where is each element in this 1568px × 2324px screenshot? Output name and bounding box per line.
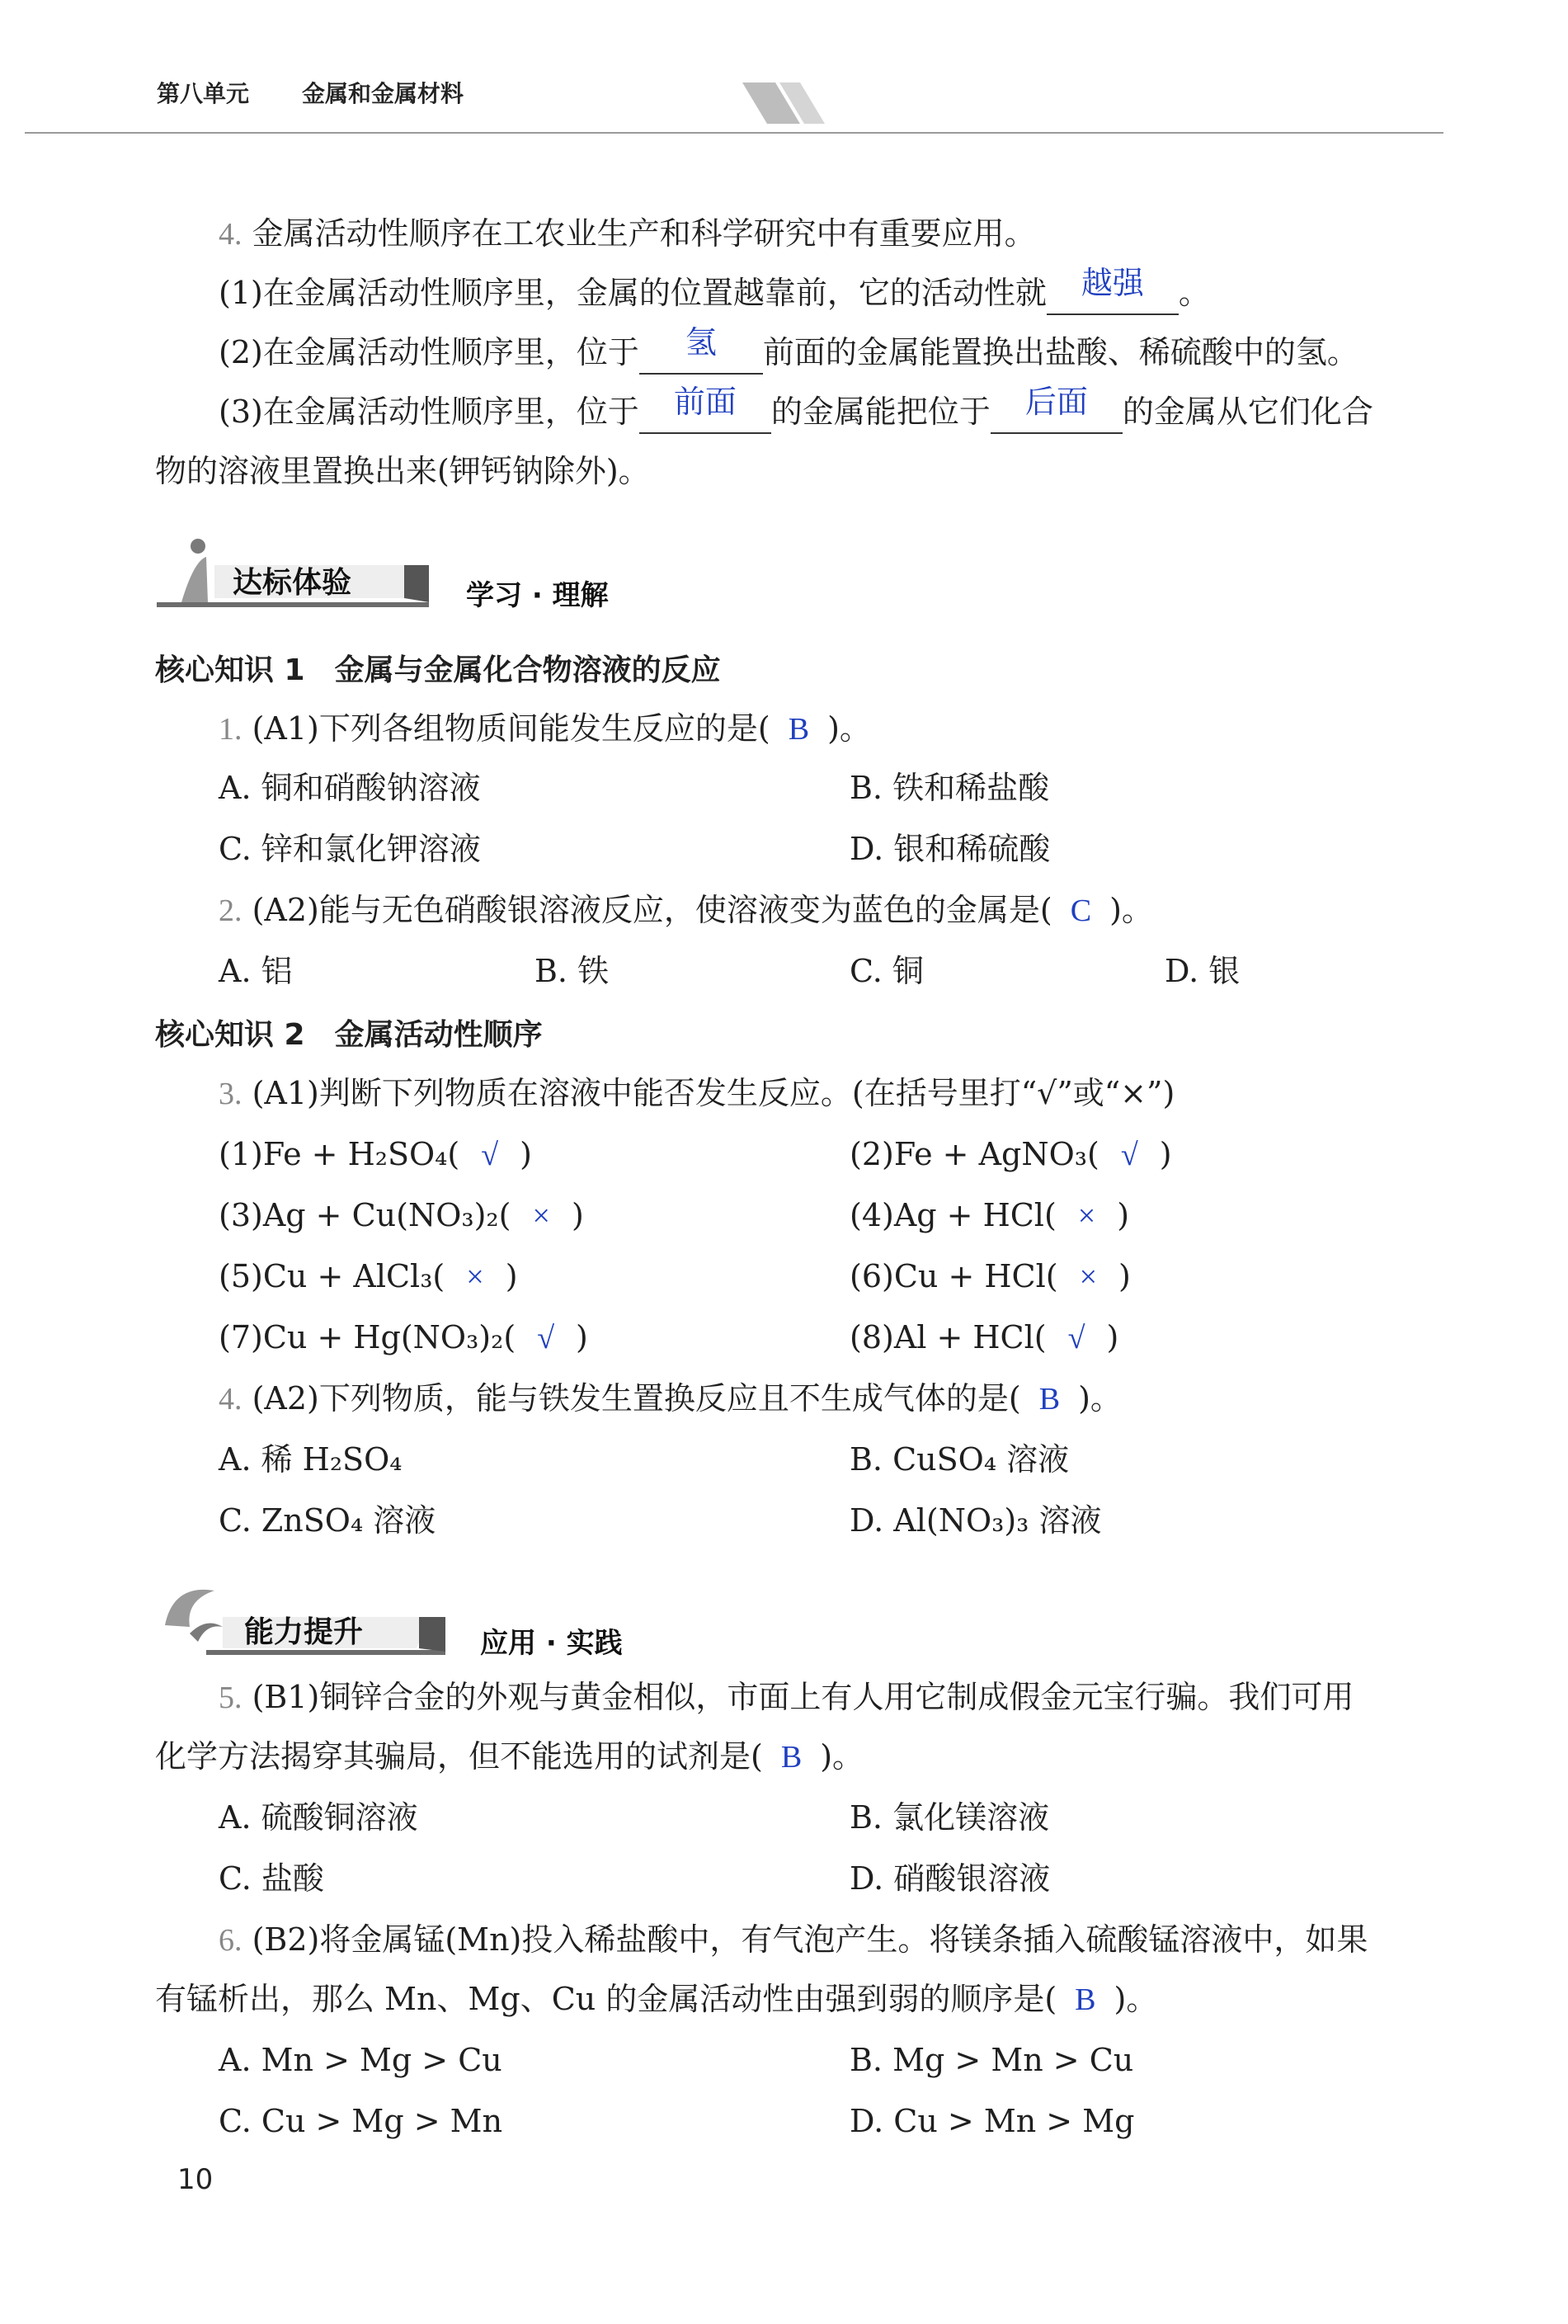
question-3-item-end: ) [505,1258,518,1294]
intro-part-3-answer-1: 前面 [673,384,737,420]
question-5-option-d: D. 硝酸银溶液 [850,1860,1051,1897]
header-title: 金属和金属材料 [302,80,464,107]
question-6-number: 6. [219,1923,242,1958]
core-knowledge-2-title: 核心知识 2 金属活动性顺序 [155,1018,543,1052]
question-3-number: 3. [219,1077,242,1111]
section-2-subtitle: 应用 · 实践 [480,1627,623,1660]
question-3-item-answer: × [1079,1260,1098,1294]
question-3-item-5 [219,1256,518,1298]
intro-part-3-answer-2: 后面 [1024,384,1088,420]
question-3-item-label: (4)Ag + HCl( [850,1197,1057,1233]
intro-part-2-blank [639,324,763,375]
question-1-stem: (A1)下列各组物质间能发生反应的是( [252,710,770,747]
question-1-option-c: C. 锌和氯化钾溶液 [219,831,481,867]
core-knowledge-1-title: 核心知识 1 金属与金属化合物溶液的反应 [155,653,721,687]
question-4-option-a: A. 稀 H₂SO₄ [219,1441,403,1478]
question-2-answer: C [1070,893,1092,928]
question-3-item-answer: × [1077,1199,1096,1233]
question-3-item-answer: √ [1067,1321,1085,1355]
question-3-item-end: ) [520,1136,532,1172]
intro-part-3-text: (3)在金属活动性顺序里，位于 [219,394,639,430]
intro-question-text: 金属活动性顺序在工农业生产和科学研究中有重要应用。 [252,215,1036,252]
section-2-title: 能力提升 [244,1615,364,1649]
question-3-item-2 [850,1134,1172,1176]
question-4-answer: B [1038,1382,1061,1417]
question-2-option-c: C. 铜 [850,953,924,989]
question-3-item-label: (5)Cu + AlCl₃( [219,1258,445,1294]
question-5 [219,1676,1354,1718]
question-5-option-a: A. 硫酸铜溶液 [219,1799,418,1836]
question-3-item-label: (1)Fe + H₂SO₄( [219,1136,460,1172]
question-2-option-b: B. 铁 [534,953,610,989]
question-6-continued [155,1978,1157,2020]
question-3-item-end: ) [1118,1258,1131,1294]
question-2-stem: (A2)能与无色硝酸银溶液反应，使溶液变为蓝色的金属是( [252,892,1052,928]
intro-part-3-blank-2 [991,384,1123,434]
question-6-option-d: D. Cu > Mn > Mg [850,2103,1135,2139]
question-4 [219,1378,1122,1420]
intro-part-1 [219,265,1210,315]
intro-part-3 [219,384,1373,434]
question-3-item-6 [850,1256,1131,1298]
question-1-option-d: D. 银和稀硫酸 [850,831,1051,867]
question-5-stem: (B1)铜锌合金的外观与黄金相似，市面上有人用它制成假金元宝行骗。我们可用 [252,1679,1354,1715]
question-4-option-c: C. ZnSO₄ 溶液 [219,1502,436,1539]
header-stripes-icon [742,82,833,124]
question-3 [219,1072,1175,1115]
question-3-item-label: (7)Cu + Hg(NO₃)₂( [219,1319,516,1355]
question-4-option-d: D. Al(NO₃)₃ 溶液 [850,1502,1102,1539]
question-4-stem: (A2)下列物质，能与铁发生置换反应且不生成气体的是( [252,1380,1021,1417]
question-6-stem: (B2)将金属锰(Mn)投入稀盐酸中，有气泡产生。将镁条插入硫酸锰溶液中，如果 [252,1921,1368,1958]
page-number: 10 [177,2163,214,2196]
question-6-option-b: B. Mg > Mn > Cu [850,2042,1134,2078]
question-3-item-answer: √ [1120,1138,1138,1172]
intro-part-2-text: (2)在金属活动性顺序里，位于 [219,334,639,370]
question-3-item-4 [850,1195,1129,1237]
question-1-option-b: B. 铁和稀盐酸 [850,770,1050,806]
intro-part-3-continued: 物的溶液里置换出来(钾钙钠除外)。 [155,453,650,489]
question-3-item-label: (8)Al + HCl( [850,1319,1047,1355]
intro-part-3-mid: 的金属能把位于 [770,394,991,430]
intro-part-1-text: (1)在金属活动性顺序里，金属的位置越靠前，它的活动性就 [219,275,1047,311]
question-6-option-c: C. Cu > Mg > Mn [219,2103,503,2139]
question-5-option-c: C. 盐酸 [219,1860,324,1897]
intro-part-1-answer: 越强 [1081,265,1144,301]
question-5-number: 5. [219,1681,242,1715]
intro-part-3-end: 的金属从它们化合 [1122,394,1373,430]
question-3-item-label: (3)Ag + Cu(NO₃)₂( [219,1197,511,1233]
question-6-answer: B [1075,1982,1096,2017]
question-5-continued [155,1736,864,1778]
question-3-item-end: ) [1117,1197,1130,1233]
question-3-item-answer: × [532,1199,550,1233]
question-3-item-end: ) [576,1319,588,1355]
question-3-item-label: (6)Cu + HCl( [850,1258,1058,1294]
question-3-item-7 [219,1317,588,1359]
question-3-item-end: ) [1159,1136,1172,1172]
header-unit: 第八单元 [157,80,250,107]
question-5-end: )。 [820,1738,864,1775]
intro-question [219,213,1036,255]
question-3-item-end: ) [1106,1319,1119,1355]
intro-part-1-end: 。 [1178,275,1210,311]
section-1-subtitle: 学习 · 理解 [466,579,609,612]
question-1-option-a: A. 铜和硝酸钠溶液 [219,770,481,806]
question-1-number: 1. [219,712,242,747]
intro-part-2-answer: 氢 [685,324,717,361]
question-6-option-a: A. Mn > Mg > Cu [219,2042,502,2078]
question-3-item-1 [219,1134,532,1176]
question-4-end: )。 [1078,1380,1122,1417]
question-3-item-answer: √ [537,1321,555,1355]
intro-part-2-end: 前面的金属能置换出盐酸、稀硫酸中的氢。 [762,334,1358,370]
question-5-answer: B [780,1740,803,1775]
question-1-answer: B [788,712,810,747]
question-4-number: 4. [219,1382,242,1417]
question-3-stem: (A1)判断下列物质在溶液中能否发生反应。(在括号里打“√”或“×”) [252,1075,1175,1111]
question-6-end: )。 [1114,1981,1158,2017]
intro-part-3-blank-1 [639,384,771,434]
question-6 [219,1919,1368,1961]
question-2-option-d: D. 银 [1165,953,1241,989]
question-3-item-8 [850,1317,1118,1359]
question-3-item-end: ) [571,1197,584,1233]
question-1-end: )。 [827,710,871,747]
header-rule [25,132,1443,134]
question-1 [219,708,871,750]
intro-question-number: 4. [219,217,242,252]
question-2-number: 2. [219,893,242,928]
question-5-option-b: B. 氯化镁溶液 [850,1799,1050,1836]
question-3-item-label: (2)Fe + AgNO₃( [850,1136,1099,1172]
section-1-title: 达标体验 [233,566,352,600]
question-2 [219,889,1153,931]
question-3-item-answer: × [466,1260,484,1294]
question-2-option-a: A. 铝 [219,953,293,989]
intro-part-1-blank [1047,265,1179,315]
question-6-stem-2: 有锰析出，那么 Mn、Mg、Cu 的金属活动性由强到弱的顺序是( [155,1981,1057,2017]
intro-part-2 [219,324,1358,375]
question-2-end: )。 [1109,892,1153,928]
question-5-stem-2: 化学方法揭穿其骗局，但不能选用的试剂是( [155,1738,763,1775]
question-3-item-3 [219,1195,584,1237]
question-3-item-answer: √ [481,1138,499,1172]
question-4-option-b: B. CuSO₄ 溶液 [850,1441,1070,1478]
